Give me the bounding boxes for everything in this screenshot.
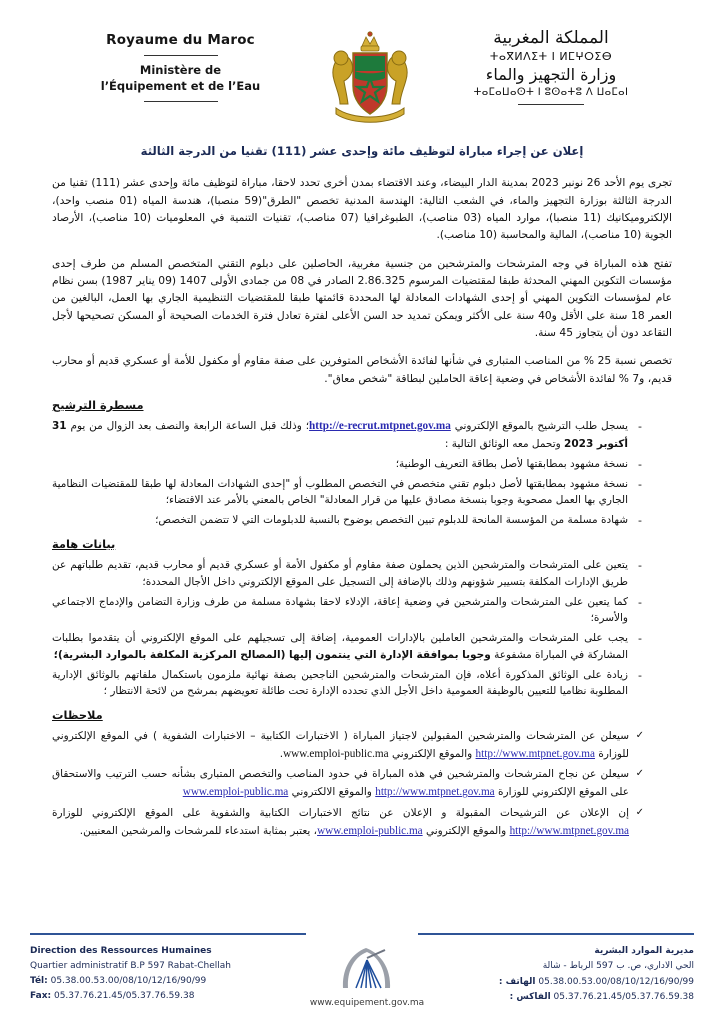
- emploi-public-link[interactable]: www.emploi-public.ma: [317, 824, 423, 837]
- footer-fax-label-ar: الفاكس :: [509, 991, 551, 1002]
- footer-french-contact: [30, 944, 290, 1003]
- note-2-pre: إن الإعلان عن الترشيحات المقبولة و الإعلان عن نتائج الاختبارات الكتابية والشفوية على الموقع الإلكتروني للوزارة: [52, 806, 629, 819]
- e-recrut-link[interactable]: http://e-recrut.mtpnet.gov.ma: [309, 420, 451, 432]
- footer-fax-fr: [30, 989, 290, 1004]
- ministry-name-ar: وزارة التجهيز والماء: [485, 65, 617, 85]
- ministry-name-fr-line2: l’Équipement et de l’Eau: [100, 78, 261, 93]
- important-item-2-bold: وجوبا بموافقة الإدارة التي ينتمون إليها (المصالح المركزية المكلفة بالموارد البشرية)؛: [53, 648, 491, 661]
- footer-fax-ar: [444, 990, 694, 1005]
- footer-address-fr: Quartier administratif B.P 597 Rabat-Chellah: [30, 960, 232, 971]
- section-heading-procedure: مسطرة الترشيح: [52, 398, 144, 412]
- kingdom-name-tifinagh: ⵜⴰⴳⵍⴷⵉⵜ ⵏ ⵍⵎⵖⵔⵉⴱ: [489, 50, 613, 64]
- note-2-mid: والموقع الإلكتروني: [425, 824, 507, 837]
- paragraph-eligibility: تفتح هذه المباراة في وجه المترشحات والمترشحين من جنسية مغربية، الحاصلين على دبلوم التقني المتخصص المسلم من طرف إحدى مؤسسات التكوين المهني المحدثة طبقا لمقتضيات المرسوم 2.86.325 الصادر في 08 من جمادى الأولى 1407 (09 يناير 1987) بسن نظام عام لمؤسسات التكوين المهني أو إحدى الشهادات المعادلة لها المحددة قائمتها طبقا للمقتضيات التنظيمية الجاري بها العمل، البالغين من العمر 18 سنة على الأقل و40 سنة على الأكثر ويمكن تمديد حد السن الأعلى لفترة تعادل فترة الخدمات الصحيحة أو المسكن تصحيحها لأجل التقاعد دون أن يتجاوز 45 سنة.: [52, 256, 672, 340]
- page-title: إعلان عن إجراء مباراة لتوظيف مائة وإحدى عشر (111) تقنيا من الدرجة الثالثة: [140, 144, 584, 158]
- footer-department-ar: مديرية الموارد البشرية: [594, 946, 694, 956]
- list-item: - كما يتعين على المترشحات والمترشحين في وضعية إعاقة، الإدلاء لاحقا بشهادة مسلمة من طرف وزارة التضامن والإدماج الاجتماعي والأسرة؛: [52, 594, 642, 628]
- procedure-item-0-tail: وتحمل معه الوثائق التالية :: [444, 437, 561, 450]
- procedure-item-0-post: ؛ وذلك قبل الساعة الرابعة والنصف بعد الزوال من يوم: [70, 420, 310, 432]
- deadline-date: 31 أكتوبر 2023: [52, 420, 628, 450]
- header-arabic-block: [436, 24, 666, 105]
- footer-columns: [30, 944, 694, 1008]
- footer-fax-label-fr: Fax:: [30, 990, 52, 1001]
- emploi-public-link[interactable]: www.emploi-public.ma: [283, 748, 389, 761]
- paragraph-quotas: تخصص نسبة 25 % من المناصب المتبارى في شأنها لفائدة الأشخاص المتوفرين على صفة مقاوم أو مكفول للأمة أو عسكري قديم أو محارب قديم، و7 % لفائدة الأشخاص في وضعية إعاقة الحاملين لبطاقة "شخص معاق".: [52, 354, 672, 385]
- list-item: [52, 630, 642, 664]
- footer-phone-ar: [444, 975, 694, 990]
- footer-department-fr: Direction des Ressources Humaines: [30, 946, 212, 956]
- note-1-mid: والموقع الالكتروني: [291, 786, 372, 799]
- footer-arabic-contact: [444, 944, 694, 1005]
- procedure-list: [52, 418, 672, 529]
- kingdom-name-fr: Royaume du Maroc: [106, 32, 255, 48]
- section-heading-notes: ملاحظات: [52, 708, 103, 723]
- note-1-pre: سيعلن عن نجاح المترشحات والمترشحين في هذه المباراة في حدود المناصب والتخصص المتبارى بشأنه حسب الترتيب والاستحقاق على الموقع الإلكتروني للوزارة: [52, 768, 629, 799]
- note-0-pre: سيعلن عن المترشحات والمترشحين المقبولين لاجتياز المباراة ( الاختبارات الكتابية – الاختبارات الشفوية ) في الموقع الإلكتروني للوزارة: [52, 730, 629, 761]
- section-heading-important-info: بيانات هامة: [52, 536, 116, 551]
- footer-rule-left: [30, 933, 306, 936]
- coat-of-arms-icon: [327, 24, 413, 130]
- footer-address-ar: الحي الاداري، ص. ب 597 الرباط - شالة: [542, 961, 694, 972]
- list-item: - يتعين على المترشحات والمترشحين الذين يحملون صفة مقاوم أو مكفول الأمة أو عسكري قديم أو محارب قديم، تقديم طلباتهم عن طريق الإدارات المكلفة بتسيير شؤونهم وذلك بالإضافة إلى التسجيل على الموقع الإلكتروني داخل الأجال المحددة؛: [52, 557, 642, 591]
- ministry-name-fr-line1: Ministère de: [139, 63, 222, 77]
- footer-logo-block: [292, 944, 442, 1008]
- mtpnet-link[interactable]: http://www.mtpnet.gov.ma: [475, 748, 595, 761]
- document-header: [0, 0, 724, 135]
- header-french-block: [58, 24, 303, 109]
- list-item: [52, 766, 644, 801]
- footer-phone-label-fr: Tél:: [30, 975, 48, 986]
- header-divider-bottom: [144, 101, 218, 102]
- emploi-public-link[interactable]: www.emploi-public.ma: [182, 786, 289, 799]
- footer-phone-label-ar: الهاتف :: [498, 976, 536, 987]
- document-body: [0, 143, 724, 840]
- list-item: [52, 805, 644, 840]
- footer-phone-fr: [30, 974, 290, 989]
- list-item: - زيادة على الوثائق المذكورة أعلاه، فإن المترشحات والمترشحين الناجحين بصفة نهائية ملزمون باستكمال ملفاتهم بالوثائق الإدارية المطلوبة نظاميا للتعيين بالوظيفة العمومية داخل الأجل الذي تحدده الإدارة تحت طائلة تعويضهم بمرشح من لائحة الانتظار ؛: [52, 667, 642, 701]
- list-item: - نسخة مشهود بمطابقتها لأصل بطاقة التعريف الوطنية؛: [52, 456, 642, 473]
- list-item: - نسخة مشهود بمطابقتها لأصل دبلوم تقني متخصص في التخصص المطلوب أو "إحدى الشهادات المعادلة لها طبقا للمقتضيات النظامية الجاري بها العمل مصحوبة وجوبا بنسخة مصادق عليها من قرار المعادلة" الخاص بالمعني بالأمر عند الاقتضاء؛: [52, 476, 642, 510]
- note-0-mid: والموقع الإلكتروني: [391, 748, 473, 761]
- paragraph-competition-details: تجرى يوم الأحد 26 نونبر 2023 بمدينة الدار البيضاء، وعند الاقتضاء بمدن أخرى تحدد لاحقا، مباراة لتوظيف مائة وإحدى عشر (111) تقنيا من الدرجة الثالثة بوزارة التجهيز والماء، في الشعب التالية: الهندسة المدنية تخصص "الطرق"(59 منصبا)، هندسة المياه (01 منصب واحد)، الإلكتروميكانيك (11 منصبا)، موارد المياه (03 مناصب)، الطبوغرافيا (07 مناصب)، تقنيات التنمية في المعلوميات (10 مناصب)، الأرصاد الجوية (10 مناصب)، المالية والمحاسبة (10 مناصب).: [52, 176, 673, 242]
- ministry-name-tifinagh: ⵜⴰⵎⴰⵡⴰⵙⵜ ⵏ ⵓⵙⴰⵜⵓ ⴷ ⵡⴰⵎⴰⵏ: [473, 87, 629, 99]
- note-2-tail: ، يعتبر بمثابة استدعاء للمرشحات والمرشحين المعنيين.: [79, 824, 318, 837]
- mtpnet-link[interactable]: http://www.mtpnet.gov.ma: [375, 786, 495, 799]
- footer-rule-right: [418, 933, 694, 936]
- important-item-2-pre: يجب على المترشحات والمترشحين العاملين بالإدارات العمومية، إضافة إلى تسجيلهم على الموقع الإلكتروني أن يتقدموا بطلبات المشاركة في المباراة مشفوعة: [52, 632, 628, 661]
- document-footer: [0, 933, 724, 1009]
- header-divider-top: [144, 55, 218, 56]
- footer-phone-value-ar: 05.38.00.53.00/08/10/12/16/90/99: [538, 976, 694, 987]
- list-item: [52, 418, 642, 453]
- footer-website[interactable]: www.equipement.gov.ma: [309, 998, 425, 1008]
- important-info-list: [52, 557, 672, 700]
- header-arabic-divider: [518, 104, 584, 105]
- note-0-tail: .: [279, 748, 284, 761]
- mtpnet-link[interactable]: http://www.mtpnet.gov.ma: [509, 824, 629, 837]
- notes-list: [52, 728, 672, 839]
- list-item: [52, 728, 644, 763]
- list-item: - شهادة مسلمة من المؤسسة المانحة للدبلوم تبين التخصص بوضوح بالنسبة للدبلومات التي لا تتضمن التخصص؛: [52, 512, 642, 529]
- footer-fax-value-ar: 05.37.76.21.45/05.37.76.59.38: [553, 991, 694, 1002]
- kingdom-name-ar: المملكة المغربية: [493, 28, 609, 48]
- footer-phone-value-fr: 05.38.00.53.00/08/10/12/16/90/99: [50, 975, 207, 986]
- footer-rule-row: [30, 933, 694, 936]
- equipement-logo-icon: [336, 946, 398, 992]
- procedure-item-0-pre: يسجل طلب الترشيح بالموقع الإلكتروني: [454, 420, 629, 432]
- footer-fax-value-fr: 05.37.76.21.45/05.37.76.59.38: [53, 990, 195, 1001]
